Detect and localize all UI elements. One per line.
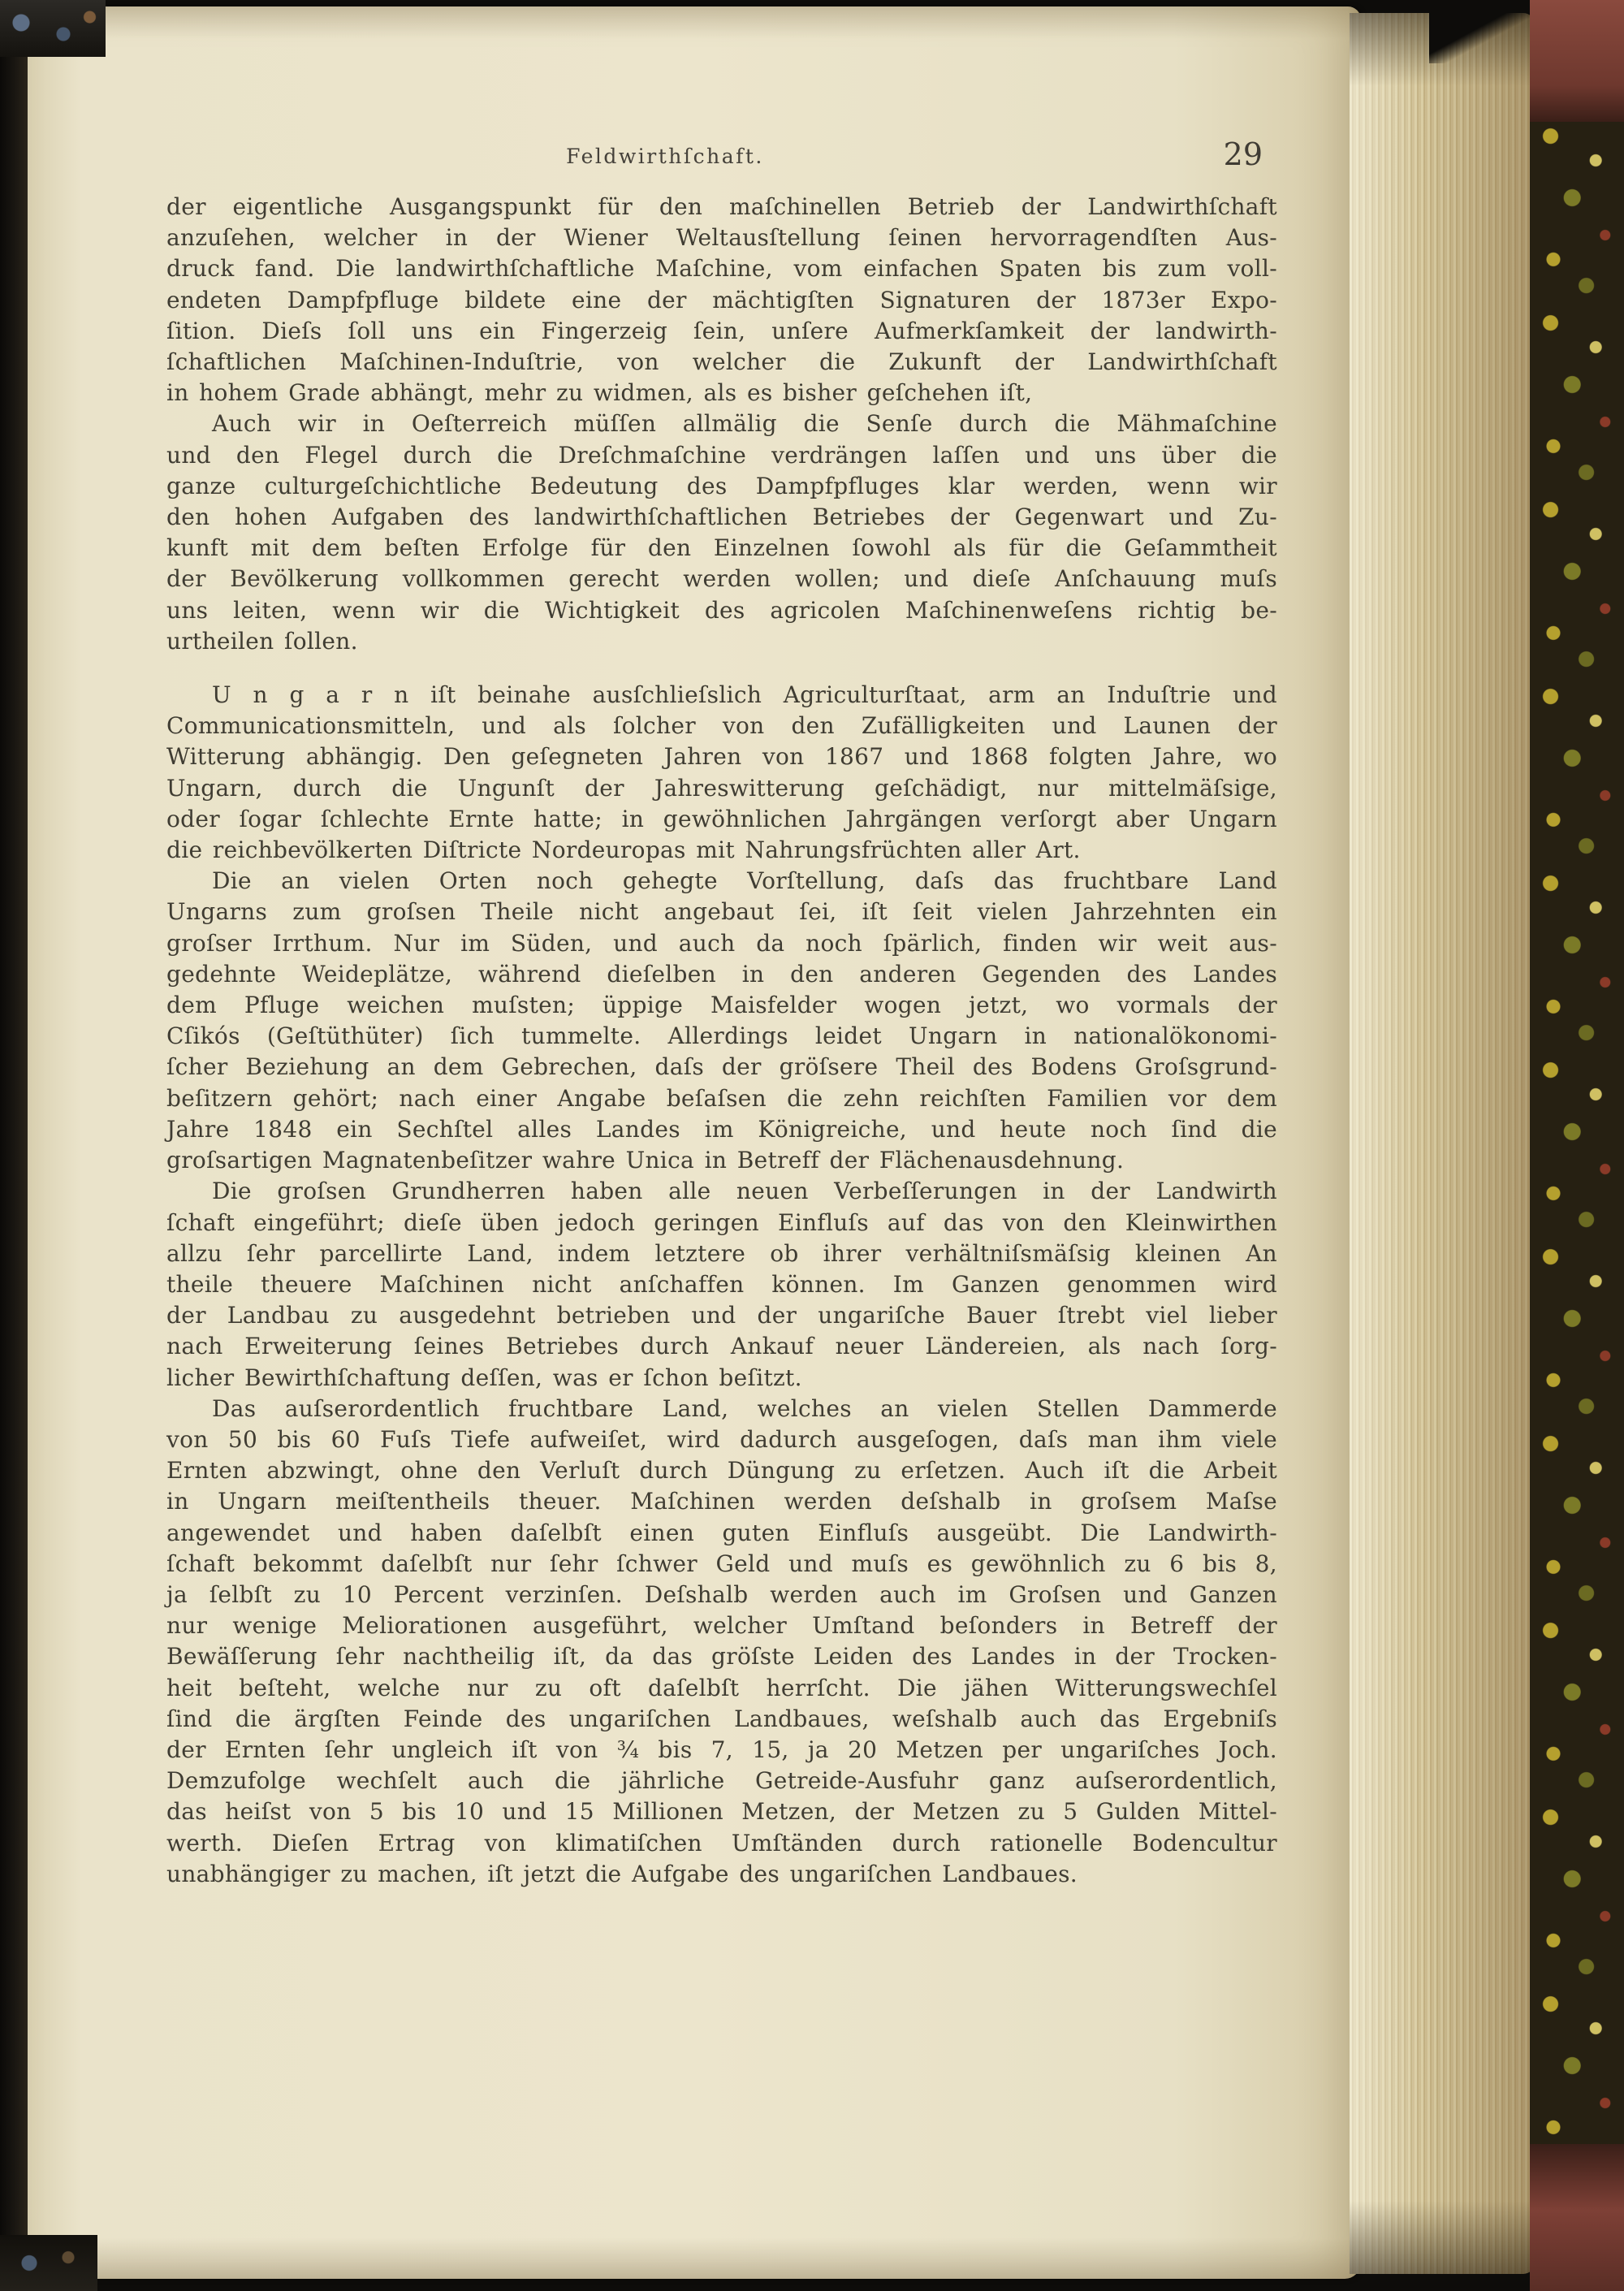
text-line: von 50 bis 60 Fuſs Tiefe aufweiſet, wird dadurch ausgeſogen, daſs man ihm viele (166, 1425, 1277, 1453)
text-line: ſchaftlichen Maſchinen-Induſtrie, von welcher die Zukunft der Landwirthſchaft (166, 348, 1277, 376)
text-line: ſcher Beziehung an dem Gebrechen, daſs der gröſsere Theil des Bodens Groſsgrund- (166, 1053, 1277, 1081)
marbled-cover-edge (1530, 114, 1624, 2154)
text-line: angewendet und haben daſelbſt einen guten Einfluſs ausgeübt. Die Landwirth- (166, 1519, 1277, 1546)
cover-corner-top-left (0, 0, 106, 57)
paragraph (166, 1176, 1277, 1393)
body-text (166, 192, 1277, 1890)
text-line: werth. Dieſen Ertrag von klimatiſchen Umſtänden durch rationelle Bodencultur (166, 1829, 1277, 1857)
paragraph (166, 1394, 1277, 1890)
text-line: ſind die ärgſten Feinde des ungariſchen Landbaues, weſshalb auch das Ergebniſs (166, 1705, 1277, 1732)
text-line: oder ſogar ſchlechte Ernte hatte; in gewöhnlichen Jahrgängen verſorgt aber Ungarn (166, 805, 1277, 832)
text-line: der eigentliche Ausgangspunkt für den maſchinellen Betrieb der Landwirthſchaft (166, 193, 1277, 220)
text-line: Das auſserordentlich fruchtbare Land, welches an vielen Stellen Dammerde (212, 1394, 1277, 1422)
text-line: den hohen Aufgaben des landwirthſchaftlichen Betriebes der Gegenwart und Zu- (166, 504, 1277, 531)
text-line: Cſikós (Geſtüthüter) ſich tummelte. Allerdings leidet Ungarn in nationalökonomi- (166, 1022, 1277, 1050)
text-line: Die an vielen Orten noch gehegte Vorſtellung, daſs das fruchtbare Land (212, 867, 1277, 895)
text-line: Die groſsen Grundherren haben alle neuen Verbeſſerungen in der Landwirth (212, 1178, 1277, 1205)
text-line: der Landbau zu ausgedehnt betrieben und der ungariſche Bauer ſtrebt viel lieber (166, 1302, 1277, 1329)
paragraph (166, 408, 1277, 657)
text-line: ja ſelbſt zu 10 Percent verzinſen. Deſshalb werden auch im Groſsen und Ganzen (166, 1580, 1277, 1608)
text-line: die reichbevölkerten Diſtricte Nordeuropas mit Nahrungsfrüchten aller Art. (166, 836, 1081, 864)
text-line: Jahre 1848 ein Sechſtel alles Landes im Königreiche, und heute noch ſind die (166, 1115, 1277, 1143)
text-line: dem Pfluge weichen muſsten; üppige Maisfelder wogen jetzt, wo vormals der (166, 992, 1277, 1019)
text-line: Auch wir in Oeſterreich müſſen allmälig die Senſe durch die Mähmaſchine (212, 410, 1277, 438)
text-line: U n g a r n iſt beinahe ausſchlieſslich Agriculturſtaat, arm an Induſtrie und (212, 681, 1277, 709)
text-line: der Ernten ſehr ungleich iſt von ¾ bis 7, 15, ja 20 Metzen per ungariſches Joch. (166, 1736, 1277, 1763)
text-line: groſsartigen Magnatenbeſitzer wahre Unica in Betreff der Flächenausdehnung. (166, 1147, 1125, 1174)
paragraph (166, 866, 1277, 1176)
text-line: uns leiten, wenn wir die Wichtigkeit des agricolen Maſchinenweſens richtig be- (166, 596, 1277, 624)
fore-edge-top-shadow (1429, 6, 1535, 63)
text-line: Witterung abhängig. Den geſegneten Jahren von 1867 und 1868 folgten Jahre, wo (166, 743, 1277, 771)
text-line: in hohem Grade abhängt, mehr zu widmen, als es bisher geſchehen iſt, (166, 379, 1033, 407)
left-binding-edge (0, 0, 28, 2291)
text-line: der Bevölkerung vollkommen gerecht werden wollen; und dieſe Anſchauung muſs (166, 565, 1277, 593)
text-line: Communicationsmitteln, und als ſolcher von den Zufälligkeiten und Launen der (166, 712, 1277, 740)
page-number: 29 (1223, 136, 1263, 172)
running-title: Feldwirthſchaft. (566, 145, 764, 168)
text-line: ſchaft eingeführt; dieſe üben jedoch geringen Einfluſs auf das von den Kleinwirthen (166, 1208, 1277, 1236)
leather-corner-bottom-right (1530, 2144, 1624, 2291)
book-page (24, 6, 1361, 2279)
text-line: Ungarns zum groſsen Theile nicht angebaut ſei, iſt ſeit vielen Jahrzehnten ein (166, 898, 1277, 926)
text-line: kunft mit dem beſten Erfolge für den Einzelnen ſowohl als für die Geſammtheit (166, 534, 1277, 562)
text-line: licher Bewirthſchaftung deſſen, was er ſchon beſitzt. (166, 1364, 802, 1391)
text-line: Demzufolge wechſelt auch die jährliche Getreide-Ausfuhr ganz auſserordentlich, (166, 1767, 1277, 1795)
page-header (166, 136, 1277, 174)
text-line: ſchaft bekommt daſelbſt nur ſehr ſchwer Geld und muſs es gewöhnlich zu 6 bis 8, (166, 1550, 1277, 1577)
text-line: ſition. Dieſs ſoll uns ein Fingerzeig ſein, unſere Aufmerkſamkeit der landwirth- (166, 317, 1277, 344)
paragraph (166, 680, 1277, 866)
leather-corner-top-right (1530, 0, 1624, 122)
text-line: nur wenige Meliorationen ausgeführt, welcher Umſtand beſonders in Betreff der (166, 1612, 1277, 1640)
text-line: gedehnte Weideplätze, während dieſelben in den anderen Gegenden des Landes (166, 960, 1277, 988)
text-line: Ernten abzwingt, ohne den Verluſt durch Düngung zu erſetzen. Auch iſt die Arbeit (166, 1457, 1277, 1485)
text-line: unabhängiger zu machen, iſt jetzt die Aufgabe des ungariſchen Landbaues. (166, 1860, 1078, 1887)
text-line: in Ungarn meiſtentheils theuer. Maſchinen werden deſshalb in groſsem Maſse (166, 1488, 1277, 1515)
text-line: beſitzern gehört; nach einer Angabe beſaſsen die zehn reichſten Familien vor dem (166, 1084, 1277, 1112)
book-fore-edge-pages (1350, 13, 1535, 2274)
cover-corner-bottom-left (0, 2235, 97, 2291)
text-line: das heiſst von 5 bis 10 und 15 Millionen Metzen, der Metzen zu 5 Gulden Mittel- (166, 1798, 1277, 1826)
text-line: heit beſteht, welche nur zu oft daſelbſt herrſcht. Die jähen Witterungswechſel (166, 1674, 1277, 1701)
text-line: endeten Dampfpfluge bildete eine der mächtigſten Signaturen der 1873er Expo- (166, 286, 1277, 313)
text-line: Ungarn, durch die Ungunſt der Jahreswitterung geſchädigt, nur mittelmäſsige, (166, 774, 1277, 802)
text-line: theile theuere Maſchinen nicht anſchaffen können. Im Ganzen genommen wird (166, 1270, 1277, 1298)
text-line: und den Flegel durch die Dreſchmaſchine verdrängen laſſen und uns über die (166, 441, 1277, 469)
text-line: ganze culturgeſchichtliche Bedeutung des Dampfpfluges klar werden, wenn wir (166, 472, 1277, 499)
text-line: Bewäſſerung ſehr nachtheilig iſt, da das gröſste Leiden des Landes in der Trocken- (166, 1643, 1277, 1671)
printed-text-column (166, 136, 1277, 1890)
paragraph (166, 192, 1277, 408)
text-line: allzu ſehr parcellirte Land, indem letztere ob ihrer verhältniſsmäſsig kleinen An (166, 1239, 1277, 1267)
text-line: anzuſehen, welcher in der Wiener Weltausſtellung ſeinen hervorragendſten Aus- (166, 224, 1277, 252)
text-line: druck fand. Die landwirthſchaftliche Maſchine, vom einfachen Spaten bis zum voll- (166, 255, 1277, 283)
text-line: nach Erweiterung ſeines Betriebes durch Ankauf neuer Ländereien, als nach ſorg- (166, 1333, 1277, 1360)
text-line: urtheilen ſollen. (166, 627, 358, 655)
text-line: groſser Irrthum. Nur im Süden, und auch da noch ſpärlich, finden wir weit aus- (166, 929, 1277, 957)
